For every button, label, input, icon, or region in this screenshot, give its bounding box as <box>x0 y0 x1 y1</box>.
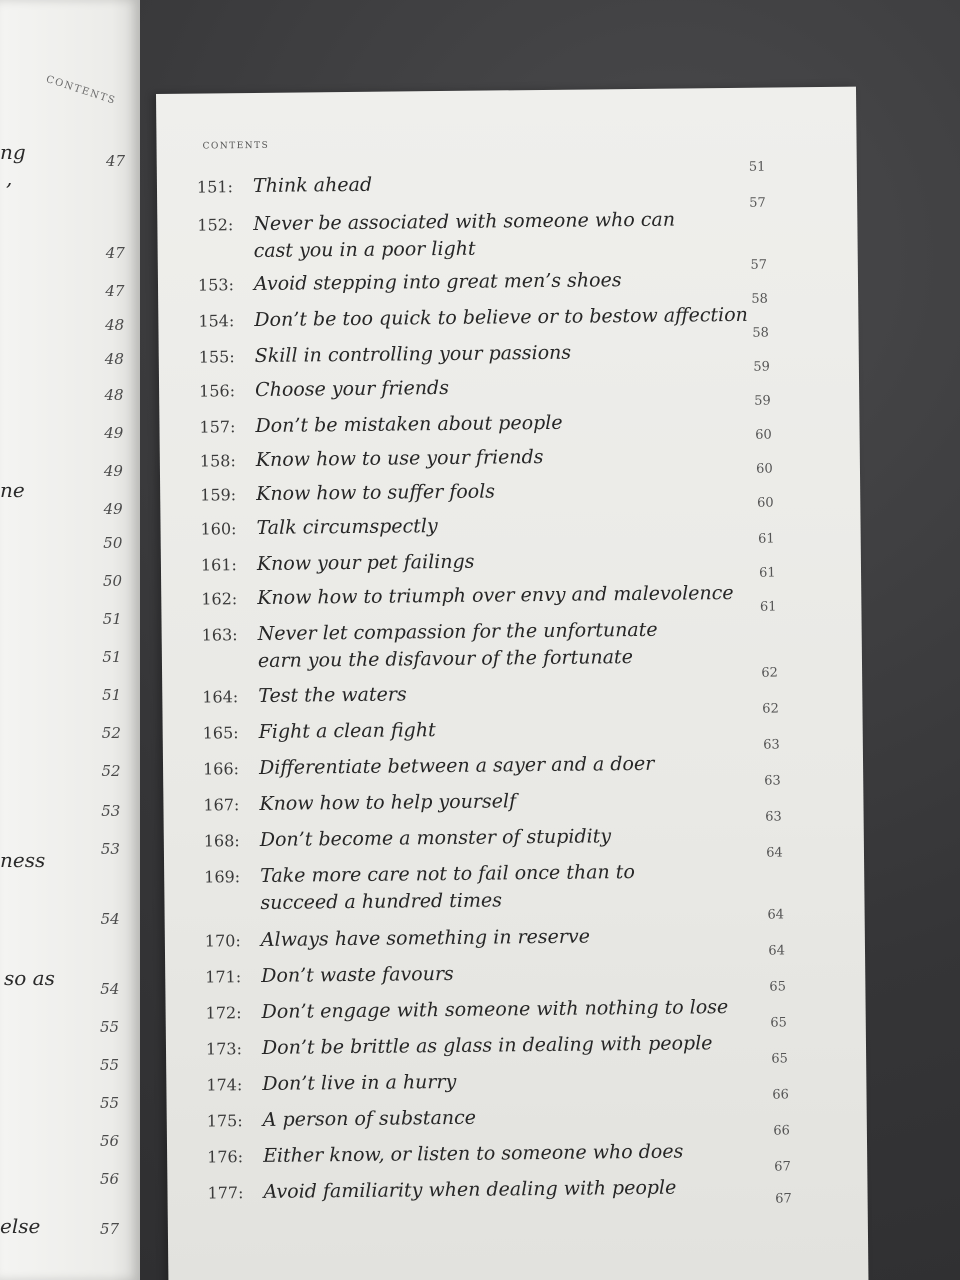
toc-entry <box>197 206 758 265</box>
left-page-number: 51 <box>102 648 122 666</box>
entry-title: Take more care not to fail once than to <box>260 861 635 887</box>
left-fragment: ness <box>0 848 46 872</box>
entry-title: Don’t be too quick to believe or to bestow affection <box>254 303 748 331</box>
entry-page-number: 63 <box>763 737 780 753</box>
entry-number: 174: <box>206 1075 243 1095</box>
left-page-number: 51 <box>102 610 122 628</box>
entry-title: Don’t waste favours <box>261 962 454 987</box>
left-fragment: ng <box>0 140 26 164</box>
entry-number: 173: <box>205 1039 243 1059</box>
toc-entry <box>200 476 760 509</box>
entry-page-number: 67 <box>775 1191 792 1207</box>
left-page-number: 52 <box>101 762 121 780</box>
toc-entry <box>203 786 763 819</box>
entry-page-number: 61 <box>759 599 777 615</box>
entry-number: 160: <box>200 519 237 539</box>
entry-number: 168: <box>203 831 240 851</box>
toc-entry <box>200 510 760 543</box>
entry-title-continued: cast you in a poor light <box>253 237 476 262</box>
entry-page-number: 58 <box>751 291 768 307</box>
left-page-number: 49 <box>104 424 124 442</box>
left-page-header: CONTENTS <box>44 74 118 107</box>
left-page-number: 50 <box>103 572 123 590</box>
left-page-number: 54 <box>100 980 120 998</box>
toc-entry <box>199 338 759 371</box>
entry-title: Test the waters <box>258 683 407 707</box>
entry-title: Differentiate between a sayer and a doer <box>258 752 655 779</box>
entry-title: Know how to help yourself <box>259 790 517 815</box>
left-page-number: 54 <box>100 910 120 928</box>
entry-title: Don’t live in a hurry <box>262 1070 457 1095</box>
entry-number: 159: <box>200 485 237 505</box>
left-page-number: 53 <box>100 840 120 858</box>
entry-title: Know how to use your friends <box>255 445 544 471</box>
left-page-number: 48 <box>105 316 125 334</box>
toc-entry <box>205 922 765 955</box>
left-fragment: so as <box>4 966 55 990</box>
entry-number: 155: <box>198 347 235 367</box>
entry-title: Don’t be brittle as glass in dealing with people <box>261 1032 713 1059</box>
entry-number: 169: <box>204 867 241 887</box>
toc-entry <box>207 1174 767 1207</box>
entry-page-number: 67 <box>774 1159 791 1175</box>
left-page-number: 55 <box>100 1094 120 1112</box>
left-fragment: else <box>0 1214 41 1238</box>
entry-number: 177: <box>207 1183 244 1203</box>
left-page-number: 51 <box>102 686 122 704</box>
toc-entry <box>203 714 763 747</box>
entry-title: Either know, or listen to someone who does <box>263 1140 684 1167</box>
toc-entry <box>203 750 763 783</box>
entry-number: 171: <box>205 967 242 987</box>
entry-page-number: 60 <box>757 495 774 511</box>
entry-number: 172: <box>205 1003 242 1023</box>
left-fragment: ne <box>0 478 25 502</box>
entry-title: Avoid familiarity when dealing with people <box>263 1176 677 1203</box>
left-page-number: 56 <box>100 1132 120 1150</box>
entry-page-number: 61 <box>758 531 775 547</box>
entry-page-number: 58 <box>752 325 769 341</box>
entry-number: 153: <box>197 275 235 295</box>
toc-entry <box>199 408 759 441</box>
entry-page-number: 62 <box>761 665 778 681</box>
entry-page-number: 65 <box>771 1051 788 1067</box>
entry-number: 166: <box>202 759 240 779</box>
entry-title: Talk circumspectly <box>256 515 438 539</box>
left-fragment: , <box>6 166 13 190</box>
toc-entry <box>204 822 764 855</box>
entry-page-number: 64 <box>766 845 783 861</box>
entry-page-number: 60 <box>755 427 772 443</box>
entry-page-number: 62 <box>762 701 779 717</box>
left-page-number: 55 <box>100 1018 120 1036</box>
left-page-number: 48 <box>104 350 124 368</box>
entry-title: Choose your friends <box>254 376 450 401</box>
left-page-number: 47 <box>105 282 125 300</box>
toc-entry <box>201 580 761 613</box>
left-page-number: 55 <box>100 1056 120 1074</box>
entry-title: Know how to triumph over envy and malevolence <box>257 581 734 609</box>
entry-number: 167: <box>203 795 240 815</box>
entry-title: Fight a clean fight <box>258 719 436 743</box>
entry-number: 162: <box>201 589 238 609</box>
toc-entry <box>202 678 762 711</box>
left-page-number: 49 <box>103 500 123 518</box>
toc-entry <box>205 994 765 1027</box>
entry-page-number: 60 <box>756 461 773 477</box>
entry-number: 161: <box>200 555 237 575</box>
toc-entry <box>206 1030 766 1063</box>
entry-number: 165: <box>202 723 239 743</box>
entry-title: Know your pet failings <box>256 550 475 575</box>
entry-number: 175: <box>206 1111 243 1131</box>
entry-title: Think ahead <box>252 173 373 197</box>
entry-page-number: 63 <box>764 773 781 789</box>
left-page-number: 53 <box>101 802 121 820</box>
toc-entry <box>199 372 759 405</box>
entry-number: 156: <box>199 381 236 401</box>
right-page <box>156 87 869 1280</box>
entry-page-number: 64 <box>768 943 786 959</box>
left-page-number: 52 <box>101 724 121 742</box>
entry-page-number: 57 <box>749 195 766 211</box>
left-page-number: 56 <box>100 1170 120 1188</box>
entry-title-continued: earn you the disfavour of the fortunate <box>257 646 633 672</box>
entry-title: Don’t engage with someone with nothing to lose <box>261 996 729 1023</box>
toc-entry <box>207 1138 767 1171</box>
entry-title: Know how to suffer fools <box>256 480 496 505</box>
left-page-number: 57 <box>100 1220 120 1238</box>
toc-entry <box>201 546 761 579</box>
entry-title: Never be associated with someone who can <box>253 208 676 235</box>
left-page-number: 50 <box>103 534 123 552</box>
left-page <box>0 0 140 1280</box>
entry-page-number: 66 <box>773 1123 790 1139</box>
entry-title-continued: succeed a hundred times <box>260 889 503 914</box>
entry-number: 170: <box>204 931 241 951</box>
entry-title: Skill in controlling your passions <box>254 341 572 367</box>
toc-entry <box>198 266 758 299</box>
toc-entry <box>197 168 757 201</box>
toc-entry <box>205 958 765 991</box>
entry-number: 154: <box>198 311 235 331</box>
entry-number: 152: <box>197 215 234 235</box>
toc-entry <box>202 616 763 675</box>
left-page-number: 47 <box>106 152 126 170</box>
entry-page-number: 63 <box>765 809 782 825</box>
entry-title: Avoid stepping into great men’s shoes <box>253 269 622 295</box>
entry-number: 176: <box>207 1147 244 1167</box>
entry-number: 158: <box>199 451 236 471</box>
entry-title: Always have something in reserve <box>260 925 591 951</box>
entry-title: Don’t become a monster of stupidity <box>259 825 612 851</box>
toc-entry <box>200 442 760 475</box>
left-page-number: 47 <box>105 244 125 262</box>
entry-page-number: 66 <box>772 1087 789 1103</box>
entry-number: 163: <box>201 625 238 645</box>
entry-number: 157: <box>199 417 236 437</box>
entry-title: Don’t be mistaken about people <box>255 411 563 437</box>
entry-page-number: 57 <box>750 257 768 273</box>
right-page-header: CONTENTS <box>202 140 270 152</box>
entry-page-number: 59 <box>754 393 771 409</box>
left-page-number: 48 <box>104 386 124 404</box>
entry-page-number: 64 <box>767 907 785 923</box>
entry-page-number: 61 <box>758 565 776 581</box>
entry-title: A person of substance <box>262 1106 477 1131</box>
entry-number: 164: <box>202 687 239 707</box>
entry-page-number: 65 <box>769 979 787 995</box>
toc-entry <box>206 1066 766 1099</box>
toc-entry <box>207 1102 767 1135</box>
left-page-number: 49 <box>103 462 123 480</box>
top-page-number: 51 <box>748 159 766 175</box>
entry-title: Never let compassion for the unfortunate <box>257 618 658 645</box>
toc-entry <box>204 858 765 917</box>
entry-page-number: 59 <box>753 359 770 375</box>
entry-number: 151: <box>196 177 234 197</box>
entry-page-number: 65 <box>770 1015 787 1031</box>
toc-entry <box>198 302 758 335</box>
